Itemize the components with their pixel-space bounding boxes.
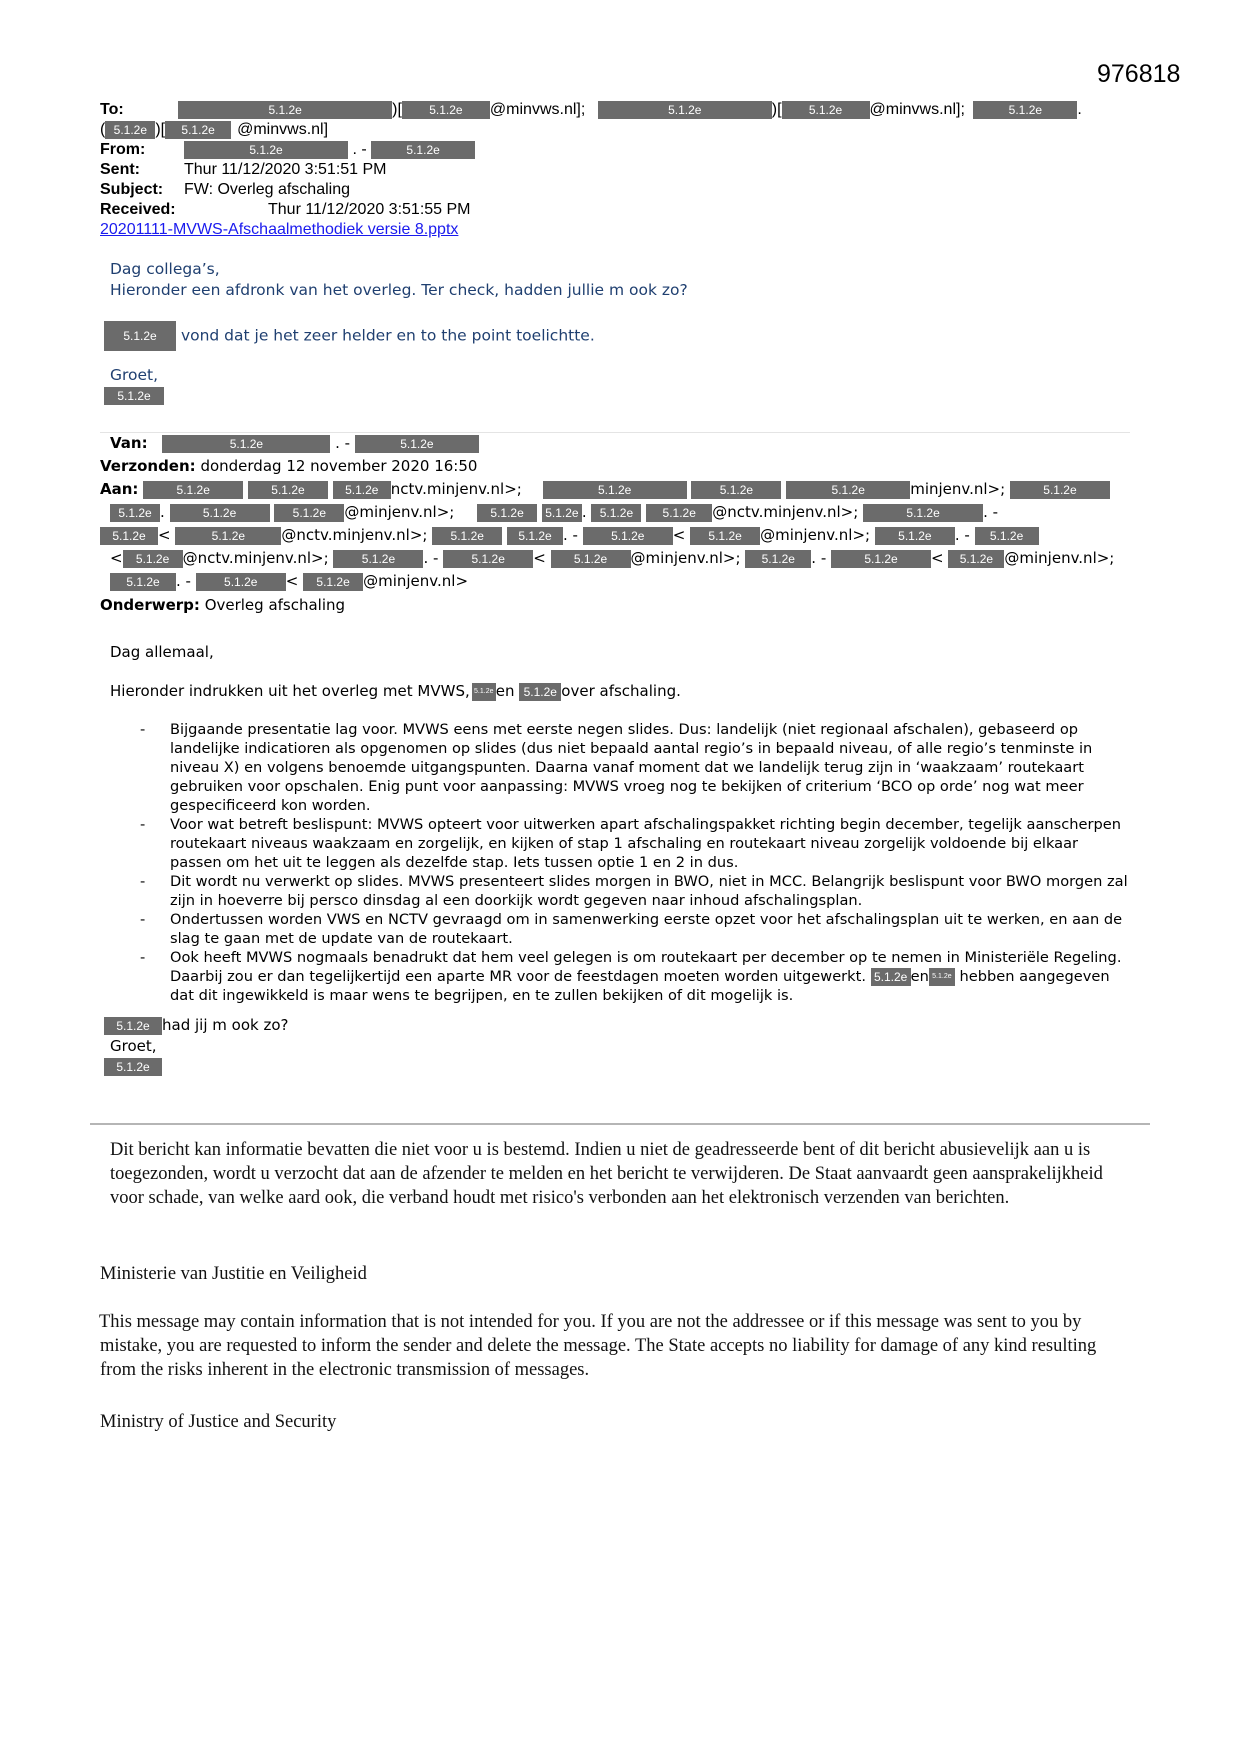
email1-intro: Hieronder een afdronk van het overleg. Ter check, hadden jullie m ook zo?: [110, 281, 688, 299]
redaction: 5.1.2e: [104, 387, 164, 405]
list-item: - Bijgaande presentatie lag voor. MVWS eens met eerste negen slides. Dus: landelijk (niet regionaal afschalen), gebaseerd op landelijke indicatioren als opgenomen op slides (dus niet bepaald aantal regio’s in bepaald niveau, of alle regio’s tenminste in niveau X) en volgens benoemde uitgangspunten. Daarna vanaf moment dat we landelijk terug zijn in ‘waakzaam’ routekaart gebruiken voor opschalen. Enig punt voor aanpassing: MVWS vroeg nog te bekijken of criterium ‘BCO op orde’ nog wat meer gespecificeerd kon worden.: [140, 720, 1130, 815]
verzonden-label: Verzonden:: [100, 457, 196, 475]
email2-signature: [104, 1058, 162, 1076]
redaction: 5.1.2e: [443, 550, 533, 568]
redaction: 5.1.2e: [100, 527, 158, 545]
email2-greeting: Dag allemaal,: [110, 643, 214, 661]
bullet-list: [140, 720, 1130, 1005]
redaction: 5.1.2e: [477, 504, 537, 522]
domain: @minjenv.nl>;: [760, 526, 871, 544]
redaction: 5.1.2e: [333, 550, 423, 568]
redaction: 5.1.2e: [519, 683, 561, 701]
email1-feedback: vond dat je het zeer helder en to the point toelichtte.: [180, 326, 595, 345]
domain: @minjenv.nl>: [363, 572, 469, 590]
domain: @nctv.minjenv.nl>;: [712, 503, 859, 521]
list-item: - Ondertussen worden VWS en NCTV gevraagd om in samenwerking eerste opzet voor het afschalingsplan uit te werken, en aan de slag te gaan met de update van de routekaart.: [140, 910, 1130, 948]
redaction: 5.1.2e: [472, 683, 496, 701]
van-line: Van: 5.1.2e . - 5.1.2e: [110, 434, 479, 453]
redaction: 5.1.2e: [646, 504, 712, 522]
attachment-link[interactable]: 20201111-MVWS-Afschaalmethodiek versie 8.pptx: [100, 221, 459, 238]
to-domain: @minvws.nl];: [869, 101, 965, 118]
email1-signature: [104, 387, 164, 405]
intro-en: en: [495, 682, 515, 700]
verzonden-value: donderdag 12 november 2020 16:50: [200, 457, 478, 475]
redaction: 5.1.2e: [143, 481, 243, 499]
aan-line-5: 5.1.2e . - 5.1.2e < 5.1.2e @minjenv.nl>: [110, 572, 468, 591]
van-label: Van:: [110, 434, 148, 452]
received-label: Received:: [100, 201, 176, 218]
list-item: - Dit wordt nu verwerkt op slides. MVWS presenteert slides morgen in BWO, niet in MCC. Belangrijk beslispunt voor BWO morgen zal zijn in hoeverre bij persco dinsdag al een doorkijk wordt gegeven naar inhoud afschalingsplan.: [140, 872, 1130, 910]
redaction: 5.1.2e: [196, 573, 286, 591]
from-label: From:: [100, 141, 146, 158]
redaction: 5.1.2e: [831, 550, 931, 568]
redaction: 5.1.2e: [691, 481, 781, 499]
bullet5-text: hebben aangegeven dat dit ingewikkeld is maar wens te begrijpen, en te zullen bekijken of dit mogelijk is.: [170, 968, 1110, 1004]
domain: minjenv.nl>;: [910, 480, 1006, 498]
document-id: 976818: [1097, 60, 1181, 88]
redaction: 5.1.2e: [123, 550, 183, 568]
onderwerp-line: [100, 596, 345, 614]
bullet5-en: en: [910, 968, 929, 985]
redaction: 5.1.2e: [110, 573, 176, 591]
from-line: From: 5.1.2e . - 5.1.2e: [100, 140, 475, 160]
list-item: [140, 948, 1130, 1005]
domain: @nctv.minjenv.nl>;: [182, 549, 329, 567]
aan-line-1: [100, 480, 1110, 499]
redaction: 5.1.2e: [104, 1058, 162, 1076]
redaction: 5.1.2e: [184, 141, 348, 159]
redaction: 5.1.2e: [104, 1017, 162, 1035]
redaction: 5.1.2e: [690, 527, 760, 545]
to-domain: @minvws.nl]: [237, 121, 329, 138]
disclaimer-nl: Dit bericht kan informatie bevatten die niet voor u is bestemd. Indien u niet de geadresseerde bent of dit bericht abusievelijk aan u is toegezonden, wordt u verzocht dat aan de afzender te melden en het bericht te verwijderen. De Staat aanvaardt geen aansprakelijkheid voor schade, van welke aard ook, die verband houdt met risico's verbonden aan het elektronisch verzenden van berichten.: [110, 1140, 1103, 1208]
redaction: 5.1.2e: [1010, 481, 1110, 499]
to-line-1: To: 5.1.2e )[ 5.1.2e @minvws.nl]; 5.1.2e )[ 5.1.2e @minvws.nl]; 5.1.2e .: [100, 101, 1082, 118]
redaction: 5.1.2e: [875, 527, 955, 545]
redaction: 5.1.2e: [162, 435, 330, 453]
domain: nctv.minjenv.nl>;: [390, 480, 522, 498]
verzonden-line: [100, 457, 477, 475]
redaction: 5.1.2e: [543, 481, 687, 499]
aan-line-2: 5.1.2e . 5.1.2e 5.1.2e @minjenv.nl>; 5.1.2e 5.1.2e . 5.1.2e 5.1.2e @nctv.minjenv.nl>; 5.1.2e . -: [110, 503, 998, 522]
separator: [100, 432, 1130, 433]
aan-line-4: < 5.1.2e @nctv.minjenv.nl>; 5.1.2e . - 5.1.2e < 5.1.2e @minjenv.nl>; 5.1.2e . - 5.1.2e < 5.1.2e @minjenv.nl>;: [110, 549, 1115, 567]
redaction: 5.1.2e: [782, 101, 870, 119]
redaction: 5.1.2e: [333, 481, 391, 499]
onderwerp-label: Onderwerp:: [100, 596, 200, 614]
redaction: 5.1.2e: [583, 527, 673, 545]
subject-label: Subject:: [100, 181, 164, 198]
redaction: 5.1.2e: [507, 527, 563, 545]
redaction: 5.1.2e: [948, 550, 1004, 568]
received-line: [100, 200, 471, 220]
domain: @nctv.minjenv.nl>;: [281, 526, 428, 544]
sent-line: [100, 160, 387, 180]
intro-text: over afschaling.: [561, 682, 681, 700]
redaction: 5.1.2e: [165, 121, 231, 139]
redaction: 5.1.2e: [274, 504, 344, 522]
to-domain: @minvws.nl];: [489, 101, 586, 118]
redaction: 5.1.2e: [598, 101, 772, 119]
redaction: 5.1.2e: [355, 435, 479, 453]
domain: @minjenv.nl>;: [344, 503, 455, 521]
question: had jij m ook zo?: [162, 1016, 289, 1034]
list-item: - Voor wat betreft beslispunt: MVWS opteert voor uitwerken apart afschalingspakket richting begin december, tegelijk aanscherpen routekaart niveaus waakzaam en zorgelijk, en kijken of stap 1 afschaling en routekaart niveau zorgelijk voldoende bij elkaar passen om het uit te leggen als dezelfde stap. Iets tussen optie 1 en 2 in dus.: [140, 815, 1130, 872]
ministry-en: Ministry of Justice and Security: [100, 1412, 337, 1432]
disclaimer-en: This message may contain information that is not intended for you. If you are not the addressee or if this message was sent to you by mistake, you are requested to inform the sender and delete the message. The State accepts no liability for damage of any kind resulting from the risks inherent in the electronic transmission of messages.: [99, 1312, 1097, 1380]
redaction: 5.1.2e: [303, 573, 363, 591]
bullet5-text: Ook heeft MVWS nogmaals benadrukt dat hem veel gelegen is om routekaart per december op te nemen in Ministeriële Regeling. Daarbij zou er dan tegelijkertijd een aparte MR voor de feestdagen moeten worden uitgewerkt.: [170, 949, 1122, 985]
onderwerp-value: Overleg afschaling: [204, 596, 346, 614]
domain: @minjenv.nl>;: [1004, 549, 1115, 567]
redaction: 5.1.2e: [110, 504, 160, 522]
redaction: 5.1.2e: [863, 504, 983, 522]
redaction: 5.1.2e: [104, 321, 176, 351]
redaction: 5.1.2e: [745, 550, 811, 568]
redaction: 5.1.2e: [432, 527, 502, 545]
to-label: To:: [100, 101, 124, 118]
redaction: 5.1.2e: [973, 101, 1077, 119]
redaction: 5.1.2e: [975, 527, 1039, 545]
redaction: 5.1.2e: [786, 481, 910, 499]
sent-value: Thur 11/12/2020 3:51:51 PM: [184, 161, 387, 178]
aan-line-3: 5.1.2e < 5.1.2e @nctv.minjenv.nl>; 5.1.2e 5.1.2e . - 5.1.2e < 5.1.2e @minjenv.nl>; 5.1.2e . - 5.1.2e: [100, 526, 1039, 545]
aan-label: Aan:: [100, 480, 139, 498]
email1-greeting: Dag collega’s,: [110, 260, 220, 278]
email2-question-line: [104, 1016, 288, 1035]
email2-closing: Groet,: [110, 1037, 157, 1055]
email1-feedback-line: [104, 321, 595, 351]
redaction: 5.1.2e: [929, 968, 955, 986]
subject-line: [100, 180, 350, 200]
received-value: Thur 11/12/2020 3:51:55 PM: [268, 201, 471, 218]
redaction: 5.1.2e: [551, 550, 631, 568]
email1-closing: Groet,: [110, 366, 159, 384]
redaction: 5.1.2e: [591, 504, 641, 522]
redaction: 5.1.2e: [175, 527, 281, 545]
intro-text: Hieronder indrukken uit het overleg met MVWS,: [110, 682, 470, 700]
redaction: 5.1.2e: [871, 968, 911, 986]
footer-divider: [90, 1123, 1150, 1125]
sent-label: Sent:: [100, 161, 140, 178]
domain: @minjenv.nl>;: [630, 549, 741, 567]
subject-value: FW: Overleg afschaling: [184, 181, 350, 198]
redaction: 5.1.2e: [402, 101, 490, 119]
redaction: 5.1.2e: [178, 101, 392, 119]
redaction: 5.1.2e: [170, 504, 270, 522]
ministry-nl: Ministerie van Justitie en Veiligheid: [100, 1264, 367, 1284]
redaction: 5.1.2e: [542, 504, 582, 522]
redaction: 5.1.2e: [371, 141, 475, 159]
redaction: 5.1.2e: [105, 121, 155, 139]
redaction: 5.1.2e: [248, 481, 328, 499]
to-line-2: ( 5.1.2e )[ 5.1.2e @minvws.nl]: [100, 121, 329, 138]
email2-intro: [110, 682, 681, 701]
